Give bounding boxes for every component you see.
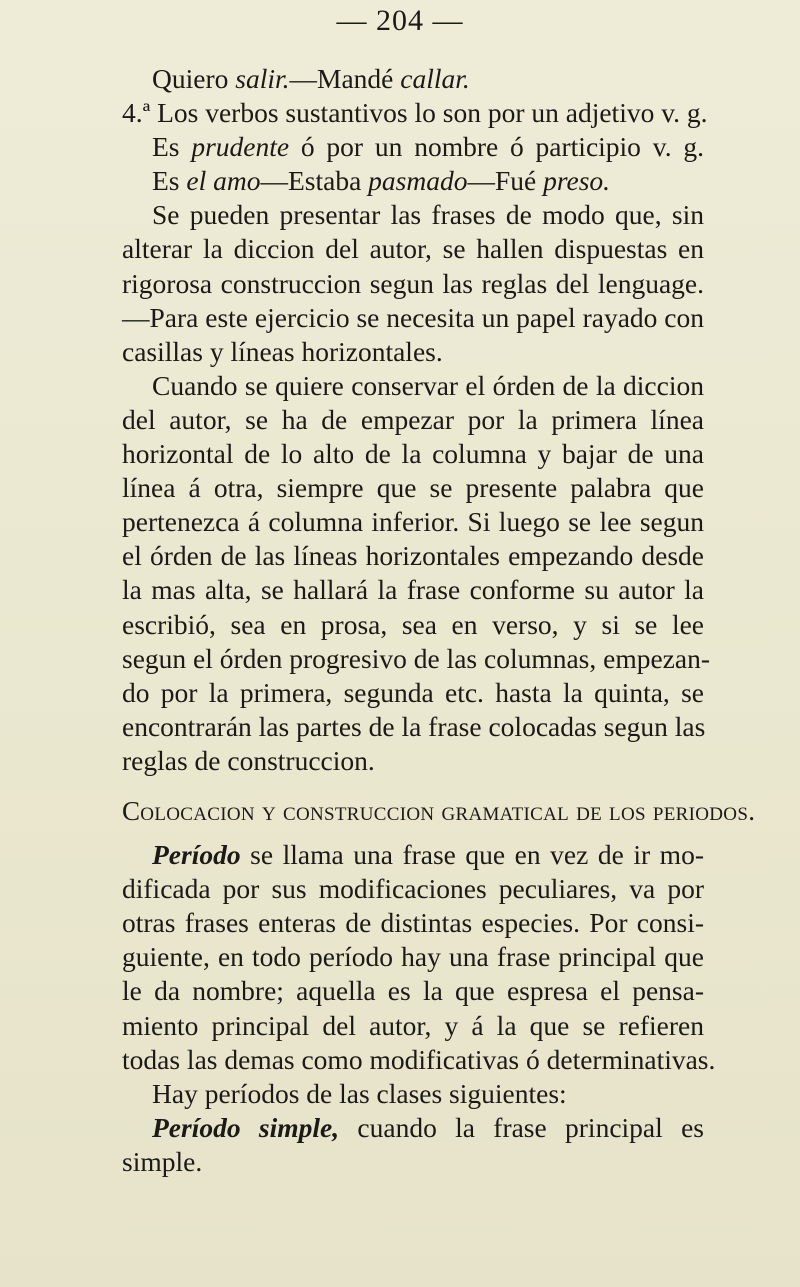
text-line: Cuando se quiere conservar el órden de la diccion xyxy=(152,369,704,401)
section-heading: Colocacion y construccion gramatical de los periodos. xyxy=(122,795,756,826)
text-line: pertenezca á columna inferior. Si luego se lee segun xyxy=(122,506,704,538)
text-line: del autor, se ha de empezar por la primera línea xyxy=(122,403,704,435)
text-line: le da nombre; aquella es la que espresa el pensa- xyxy=(122,975,704,1007)
text-line: Se pueden presentar las frases de modo que, sin xyxy=(152,199,704,231)
text-line: Es el amo—Estaba pasmado—Fué preso. xyxy=(152,165,611,197)
text-line: casillas y líneas horizontales. xyxy=(122,335,443,367)
text-line: reglas de construccion. xyxy=(122,744,375,776)
text-line: encontrarán las partes de la frase colocadas segun las xyxy=(122,710,706,742)
text-line: simple. xyxy=(122,1145,203,1177)
text-line: Hay períodos de las clases siguientes: xyxy=(152,1077,567,1109)
text-line: alterar la diccion del autor, se hallen dispuestas en xyxy=(122,233,704,265)
text-line: otras frases enteras de distintas especies. Por consi- xyxy=(122,907,704,939)
text-line: 4.ª Los verbos sustantivos lo son por un adjetivo v. g. xyxy=(122,97,708,129)
text-line: línea á otra, siempre que se presente palabra que xyxy=(122,472,704,504)
text-line: dificada por sus modificaciones peculiares, va por xyxy=(122,873,704,905)
text-block-1 xyxy=(122,62,711,778)
text-line: Período se llama una frase que en vez de ir mo- xyxy=(152,839,704,871)
text-line: rigorosa construccion segun las reglas del lenguage. xyxy=(122,267,704,299)
text-line: todas las demas como modificativas ó determinativas. xyxy=(122,1043,716,1075)
text-line: Período simple, cuando la frase principal es xyxy=(152,1111,704,1143)
text-line: la mas alta, se hallará la frase conforme su autor la xyxy=(122,574,704,606)
text-line: Es prudente ó por un nombre ó participio v. g. xyxy=(152,131,705,163)
text-block-2 xyxy=(122,838,716,1179)
text-line: segun el órden progresivo de las columnas, empezan- xyxy=(122,642,711,674)
text-line: horizontal de lo alto de la columna y bajar de una xyxy=(122,438,704,470)
text-line: miento principal del autor, y á la que se refieren xyxy=(122,1009,704,1041)
text-line: el órden de las líneas horizontales empezando desde xyxy=(122,540,704,572)
text-line: guiente, en todo período hay una frase principal que xyxy=(122,941,704,973)
text-line: escribió, sea en prosa, sea en verso, y si se lee xyxy=(122,608,704,640)
body-text xyxy=(122,62,756,1179)
text-line: do por la primera, segunda etc. hasta la quinta, se xyxy=(122,676,704,708)
page-number: — 204 — xyxy=(336,4,464,37)
text-line: Quiero salir.—Mandé callar. xyxy=(152,63,470,94)
text-line: —Para este ejercicio se necesita un papel rayado con xyxy=(122,301,704,333)
